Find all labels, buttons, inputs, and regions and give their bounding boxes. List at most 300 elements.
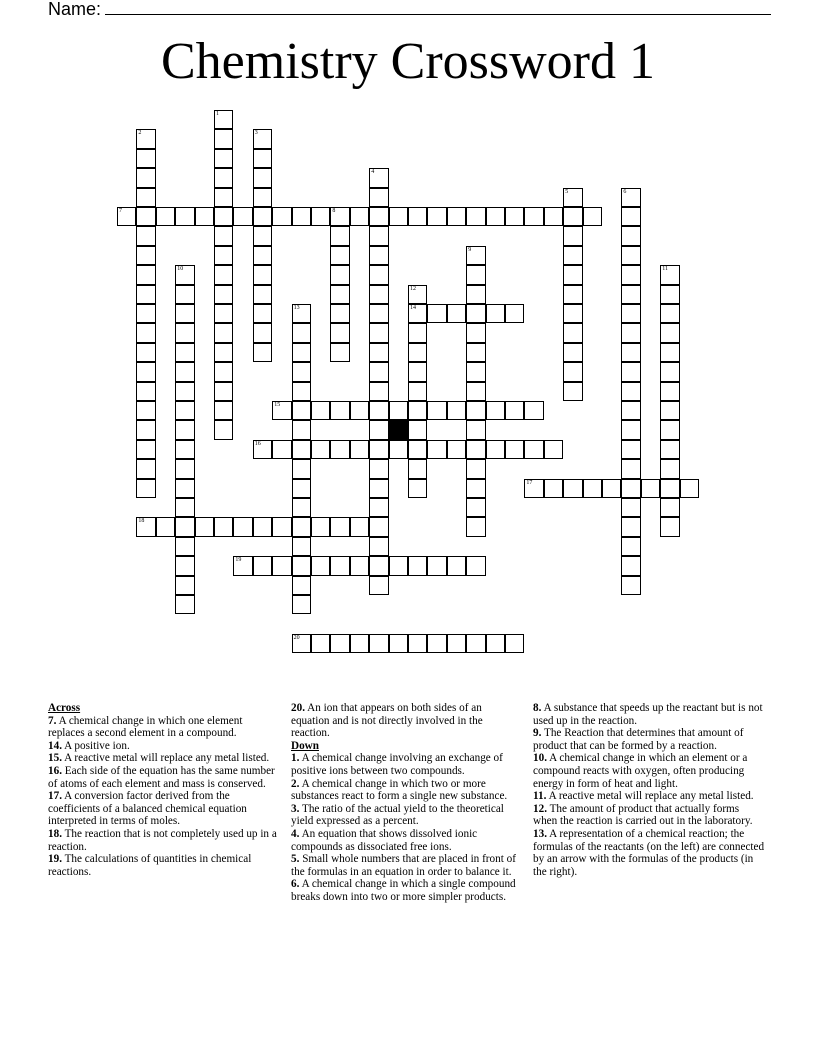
grid-cell[interactable] (505, 304, 524, 323)
grid-cell[interactable] (369, 188, 388, 207)
grid-cell[interactable] (175, 382, 194, 401)
grid-cell[interactable] (524, 479, 543, 498)
clue (291, 702, 523, 740)
grid-cell[interactable] (311, 207, 330, 226)
grid-cell[interactable] (408, 323, 427, 342)
grid-cell[interactable] (369, 517, 388, 536)
grid-cell[interactable] (350, 401, 369, 420)
grid-cell[interactable] (136, 343, 155, 362)
grid-cell[interactable] (136, 207, 155, 226)
grid-cell[interactable] (466, 479, 485, 498)
grid-cell[interactable] (330, 517, 349, 536)
cell-number: 17 (526, 479, 533, 486)
grid-cell[interactable] (486, 304, 505, 323)
grid-cell[interactable] (175, 420, 194, 439)
black-cell (389, 420, 408, 439)
grid-cell[interactable] (311, 401, 330, 420)
grid-cell[interactable] (330, 304, 349, 323)
grid-cell[interactable] (621, 323, 640, 342)
grid-cell[interactable] (466, 401, 485, 420)
grid-cell[interactable] (660, 304, 679, 323)
grid-cell[interactable] (330, 401, 349, 420)
grid-cell[interactable] (175, 440, 194, 459)
grid-cell[interactable] (408, 401, 427, 420)
grid-cell[interactable] (466, 459, 485, 478)
grid-cell[interactable] (408, 382, 427, 401)
grid-cell[interactable] (330, 634, 349, 653)
name-field[interactable] (48, 0, 771, 20)
grid-cell[interactable] (175, 556, 194, 575)
grid-cell[interactable] (621, 226, 640, 245)
grid-cell[interactable] (369, 479, 388, 498)
grid-cell[interactable] (292, 382, 311, 401)
grid-cell[interactable] (408, 479, 427, 498)
grid-cell[interactable] (505, 401, 524, 420)
cell-number: 2 (138, 130, 142, 137)
grid-cell[interactable] (621, 459, 640, 478)
grid-cell[interactable] (350, 556, 369, 575)
grid-cell[interactable] (214, 265, 233, 284)
grid-cell[interactable] (408, 362, 427, 381)
grid-cell[interactable] (272, 401, 291, 420)
grid-cell[interactable] (660, 265, 679, 284)
grid-cell[interactable] (175, 537, 194, 556)
grid-cell[interactable] (466, 634, 485, 653)
grid-cell[interactable] (195, 207, 214, 226)
grid-cell[interactable] (621, 517, 640, 536)
grid-cell[interactable] (447, 440, 466, 459)
grid-cell[interactable] (583, 479, 602, 498)
grid-cell[interactable] (233, 517, 252, 536)
grid-cell[interactable] (621, 285, 640, 304)
grid-cell[interactable] (195, 517, 214, 536)
clue-number: 13. (533, 827, 547, 840)
grid-cell[interactable] (447, 207, 466, 226)
grid-cell[interactable] (563, 362, 582, 381)
grid-cell[interactable] (117, 207, 136, 226)
grid-cell[interactable] (292, 343, 311, 362)
grid-cell[interactable] (408, 285, 427, 304)
grid-cell[interactable] (369, 265, 388, 284)
grid-cell[interactable] (660, 479, 679, 498)
clue (48, 715, 280, 740)
grid-cell[interactable] (330, 323, 349, 342)
grid-cell[interactable] (621, 246, 640, 265)
grid-cell[interactable] (214, 149, 233, 168)
grid-cell[interactable] (680, 479, 699, 498)
grid-cell[interactable] (408, 304, 427, 323)
grid-cell[interactable] (505, 440, 524, 459)
grid-cell[interactable] (175, 304, 194, 323)
grid-cell[interactable] (292, 362, 311, 381)
grid-cell[interactable] (621, 420, 640, 439)
grid-cell[interactable] (311, 440, 330, 459)
grid-cell[interactable] (253, 304, 272, 323)
grid-cell[interactable] (427, 207, 446, 226)
grid-cell[interactable] (486, 440, 505, 459)
grid-cell[interactable] (602, 479, 621, 498)
grid-cell[interactable] (136, 265, 155, 284)
grid-cell[interactable] (408, 634, 427, 653)
grid-cell[interactable] (330, 285, 349, 304)
grid-cell[interactable] (621, 440, 640, 459)
grid-cell[interactable] (136, 401, 155, 420)
grid-cell[interactable] (621, 556, 640, 575)
grid-cell[interactable] (214, 207, 233, 226)
grid-cell[interactable] (214, 304, 233, 323)
grid-cell[interactable] (330, 265, 349, 284)
grid-cell[interactable] (136, 149, 155, 168)
grid-cell[interactable] (233, 207, 252, 226)
grid-cell[interactable] (175, 265, 194, 284)
grid-cell[interactable] (350, 517, 369, 536)
grid-cell[interactable] (214, 285, 233, 304)
clue (48, 853, 280, 878)
grid-cell[interactable] (408, 420, 427, 439)
grid-cell[interactable] (544, 479, 563, 498)
grid-cell[interactable] (466, 440, 485, 459)
grid-cell[interactable] (466, 304, 485, 323)
grid-cell[interactable] (621, 265, 640, 284)
clue-number: 8. (533, 702, 542, 714)
grid-cell[interactable] (660, 323, 679, 342)
clue-text: The Reaction that determines that amount of product that can be formed by a reaction. (533, 727, 744, 752)
grid-cell[interactable] (292, 401, 311, 420)
grid-cell[interactable] (136, 459, 155, 478)
grid-cell[interactable] (369, 459, 388, 478)
grid-cell[interactable] (486, 634, 505, 653)
clues-column-2 (291, 702, 523, 904)
grid-cell[interactable] (505, 634, 524, 653)
grid-cell[interactable] (311, 517, 330, 536)
cell-number: 4 (371, 169, 375, 176)
grid-cell[interactable] (272, 440, 291, 459)
grid-cell[interactable] (253, 188, 272, 207)
grid-cell[interactable] (156, 207, 175, 226)
grid-cell[interactable] (466, 343, 485, 362)
name-line[interactable] (105, 0, 771, 15)
grid-cell[interactable] (292, 304, 311, 323)
grid-cell[interactable] (408, 459, 427, 478)
clue-number: 10. (533, 752, 547, 765)
grid-cell[interactable] (563, 226, 582, 245)
grid-cell[interactable] (214, 382, 233, 401)
grid-cell[interactable] (563, 479, 582, 498)
grid-cell[interactable] (427, 634, 446, 653)
grid-cell[interactable] (563, 188, 582, 207)
grid-cell[interactable] (136, 362, 155, 381)
grid-cell[interactable] (544, 440, 563, 459)
grid-cell[interactable] (563, 246, 582, 265)
grid-cell[interactable] (369, 420, 388, 439)
grid-cell[interactable] (524, 440, 543, 459)
grid-cell[interactable] (563, 382, 582, 401)
grid-cell[interactable] (544, 207, 563, 226)
grid-cell[interactable] (466, 246, 485, 265)
grid-cell[interactable] (175, 479, 194, 498)
grid-cell[interactable] (175, 207, 194, 226)
grid-cell[interactable] (427, 304, 446, 323)
grid-cell[interactable] (136, 168, 155, 187)
cell-number: 7 (119, 208, 122, 214)
grid-cell[interactable] (641, 479, 660, 498)
grid-cell[interactable] (350, 207, 369, 226)
grid-cell[interactable] (136, 479, 155, 498)
grid-cell[interactable] (292, 634, 311, 653)
grid-cell[interactable] (621, 401, 640, 420)
grid-cell[interactable] (563, 285, 582, 304)
grid-cell[interactable] (563, 265, 582, 284)
grid-cell[interactable] (330, 226, 349, 245)
grid-cell[interactable] (233, 556, 252, 575)
grid-cell[interactable] (253, 129, 272, 148)
grid-cell[interactable] (369, 382, 388, 401)
clue-text: A representation of a chemical reaction; the formulas of the reactants (on the left) are connected by an arrow with the formulas of the products (in the right). (533, 827, 765, 878)
grid-cell[interactable] (369, 576, 388, 595)
grid-cell[interactable] (369, 634, 388, 653)
grid-cell[interactable] (369, 226, 388, 245)
grid-cell[interactable] (369, 246, 388, 265)
grid-cell[interactable] (175, 362, 194, 381)
grid-cell[interactable] (214, 517, 233, 536)
grid-cell[interactable] (621, 343, 640, 362)
grid-cell[interactable] (660, 420, 679, 439)
grid-cell[interactable] (660, 517, 679, 536)
grid-cell[interactable] (292, 498, 311, 517)
grid-cell[interactable] (621, 537, 640, 556)
grid-cell[interactable] (369, 362, 388, 381)
grid-cell[interactable] (330, 207, 349, 226)
grid-cell[interactable] (292, 207, 311, 226)
clue (533, 727, 765, 752)
grid-cell[interactable] (563, 207, 582, 226)
grid-cell[interactable] (175, 343, 194, 362)
grid-cell[interactable] (466, 498, 485, 517)
grid-cell[interactable] (253, 323, 272, 342)
grid-cell[interactable] (136, 246, 155, 265)
grid-cell[interactable] (369, 440, 388, 459)
grid-cell[interactable] (621, 576, 640, 595)
grid-cell[interactable] (214, 362, 233, 381)
grid-cell[interactable] (408, 343, 427, 362)
grid-cell[interactable] (253, 168, 272, 187)
grid-cell[interactable] (175, 595, 194, 614)
grid-cell[interactable] (466, 556, 485, 575)
grid-cell[interactable] (563, 343, 582, 362)
grid-cell[interactable] (389, 207, 408, 226)
grid-cell[interactable] (466, 362, 485, 381)
grid-cell[interactable] (621, 188, 640, 207)
grid-cell[interactable] (389, 556, 408, 575)
grid-cell[interactable] (136, 420, 155, 439)
grid-cell[interactable] (563, 323, 582, 342)
grid-cell[interactable] (292, 595, 311, 614)
grid-cell[interactable] (466, 382, 485, 401)
grid-cell[interactable] (524, 401, 543, 420)
clue-text: A substance that speeds up the reactant but is not used up in the reaction. (533, 702, 763, 727)
grid-cell[interactable] (621, 498, 640, 517)
grid-cell[interactable] (466, 517, 485, 536)
grid-cell[interactable] (408, 440, 427, 459)
grid-cell[interactable] (156, 517, 175, 536)
grid-cell[interactable] (214, 246, 233, 265)
grid-cell[interactable] (408, 207, 427, 226)
grid-cell[interactable] (292, 517, 311, 536)
grid-cell[interactable] (311, 556, 330, 575)
grid-cell[interactable] (175, 576, 194, 595)
grid-cell[interactable] (660, 362, 679, 381)
grid-cell[interactable] (427, 556, 446, 575)
cell-number: 18 (138, 518, 145, 525)
grid-cell[interactable] (369, 207, 388, 226)
grid-cell[interactable] (505, 207, 524, 226)
grid-cell[interactable] (369, 304, 388, 323)
grid-cell[interactable] (563, 304, 582, 323)
grid-cell[interactable] (214, 226, 233, 245)
grid-cell[interactable] (253, 226, 272, 245)
grid-cell[interactable] (292, 323, 311, 342)
grid-cell[interactable] (486, 401, 505, 420)
grid-cell[interactable] (621, 304, 640, 323)
grid-cell[interactable] (389, 440, 408, 459)
grid-cell[interactable] (253, 246, 272, 265)
grid-cell[interactable] (408, 556, 427, 575)
grid-cell[interactable] (427, 440, 446, 459)
grid-cell[interactable] (621, 362, 640, 381)
clue-number: 17. (48, 790, 62, 803)
grid-cell[interactable] (466, 207, 485, 226)
grid-cell[interactable] (214, 110, 233, 129)
grid-cell[interactable] (660, 498, 679, 517)
grid-cell[interactable] (175, 498, 194, 517)
grid-cell[interactable] (660, 343, 679, 362)
grid-cell[interactable] (136, 382, 155, 401)
grid-cell[interactable] (136, 440, 155, 459)
grid-cell[interactable] (136, 304, 155, 323)
grid-cell[interactable] (253, 343, 272, 362)
clue-text: The calculations of quantities in chemical reactions. (48, 853, 252, 878)
grid-cell[interactable] (311, 634, 330, 653)
grid-cell[interactable] (175, 517, 194, 536)
grid-cell[interactable] (447, 304, 466, 323)
grid-cell[interactable] (466, 420, 485, 439)
grid-cell[interactable] (621, 382, 640, 401)
grid-cell[interactable] (330, 343, 349, 362)
grid-cell[interactable] (214, 343, 233, 362)
grid-cell[interactable] (175, 323, 194, 342)
grid-cell[interactable] (466, 285, 485, 304)
grid-cell[interactable] (136, 323, 155, 342)
across-clues-continued (291, 702, 523, 740)
cell-number: 3 (254, 130, 258, 137)
grid-cell[interactable] (214, 188, 233, 207)
grid-cell[interactable] (330, 556, 349, 575)
grid-cell[interactable] (583, 207, 602, 226)
grid-cell[interactable] (292, 479, 311, 498)
grid-cell[interactable] (660, 401, 679, 420)
grid-cell[interactable] (253, 556, 272, 575)
grid-cell[interactable] (447, 634, 466, 653)
grid-cell[interactable] (214, 420, 233, 439)
grid-cell[interactable] (369, 323, 388, 342)
grid-cell[interactable] (292, 440, 311, 459)
grid-cell[interactable] (136, 226, 155, 245)
grid-cell[interactable] (272, 207, 291, 226)
grid-cell[interactable] (660, 285, 679, 304)
grid-cell[interactable] (136, 285, 155, 304)
grid-cell[interactable] (389, 401, 408, 420)
clue (48, 765, 280, 790)
grid-cell[interactable] (330, 246, 349, 265)
grid-cell[interactable] (136, 188, 155, 207)
grid-cell[interactable] (621, 207, 640, 226)
grid-cell[interactable] (369, 498, 388, 517)
grid-cell[interactable] (466, 265, 485, 284)
clues-column-3 (533, 702, 765, 878)
grid-cell[interactable] (214, 129, 233, 148)
grid-cell[interactable] (292, 420, 311, 439)
grid-cell[interactable] (447, 556, 466, 575)
grid-cell[interactable] (253, 149, 272, 168)
grid-cell[interactable] (136, 517, 155, 536)
grid-cell[interactable] (253, 265, 272, 284)
grid-cell[interactable] (214, 401, 233, 420)
grid-cell[interactable] (369, 537, 388, 556)
grid-cell[interactable] (253, 517, 272, 536)
grid-cell[interactable] (621, 479, 640, 498)
grid-cell[interactable] (292, 459, 311, 478)
grid-cell[interactable] (253, 207, 272, 226)
grid-cell[interactable] (175, 459, 194, 478)
grid-cell[interactable] (272, 517, 291, 536)
grid-cell[interactable] (389, 634, 408, 653)
grid-cell[interactable] (369, 285, 388, 304)
cell-number: 1 (216, 111, 219, 117)
grid-cell[interactable] (272, 556, 291, 575)
grid-cell[interactable] (136, 129, 155, 148)
grid-cell[interactable] (292, 556, 311, 575)
grid-cell[interactable] (660, 459, 679, 478)
grid-cell[interactable] (292, 537, 311, 556)
grid-cell[interactable] (660, 440, 679, 459)
grid-cell[interactable] (292, 576, 311, 595)
grid-cell[interactable] (369, 168, 388, 187)
grid-cell[interactable] (447, 401, 466, 420)
grid-cell[interactable] (524, 207, 543, 226)
clue-text: An equation that shows dissolved ionic compounds as dissociated free ions. (291, 827, 478, 853)
clue-text: A positive ion. (64, 739, 130, 752)
grid-cell[interactable] (369, 401, 388, 420)
clue-text: A chemical change in which a single compound breaks down into two or more simpler products. (291, 878, 516, 903)
grid-cell[interactable] (466, 323, 485, 342)
grid-cell[interactable] (253, 440, 272, 459)
grid-cell[interactable] (369, 556, 388, 575)
grid-cell[interactable] (369, 343, 388, 362)
grid-cell[interactable] (330, 440, 349, 459)
grid-cell[interactable] (350, 440, 369, 459)
grid-cell[interactable] (214, 168, 233, 187)
clue-number: 7. (48, 714, 57, 727)
grid-cell[interactable] (175, 285, 194, 304)
grid-cell[interactable] (427, 401, 446, 420)
grid-cell[interactable] (214, 323, 233, 342)
grid-cell[interactable] (253, 285, 272, 304)
grid-cell[interactable] (350, 634, 369, 653)
grid-cell[interactable] (175, 401, 194, 420)
grid-cell[interactable] (486, 207, 505, 226)
across-clues (48, 715, 280, 879)
grid-cell[interactable] (660, 382, 679, 401)
